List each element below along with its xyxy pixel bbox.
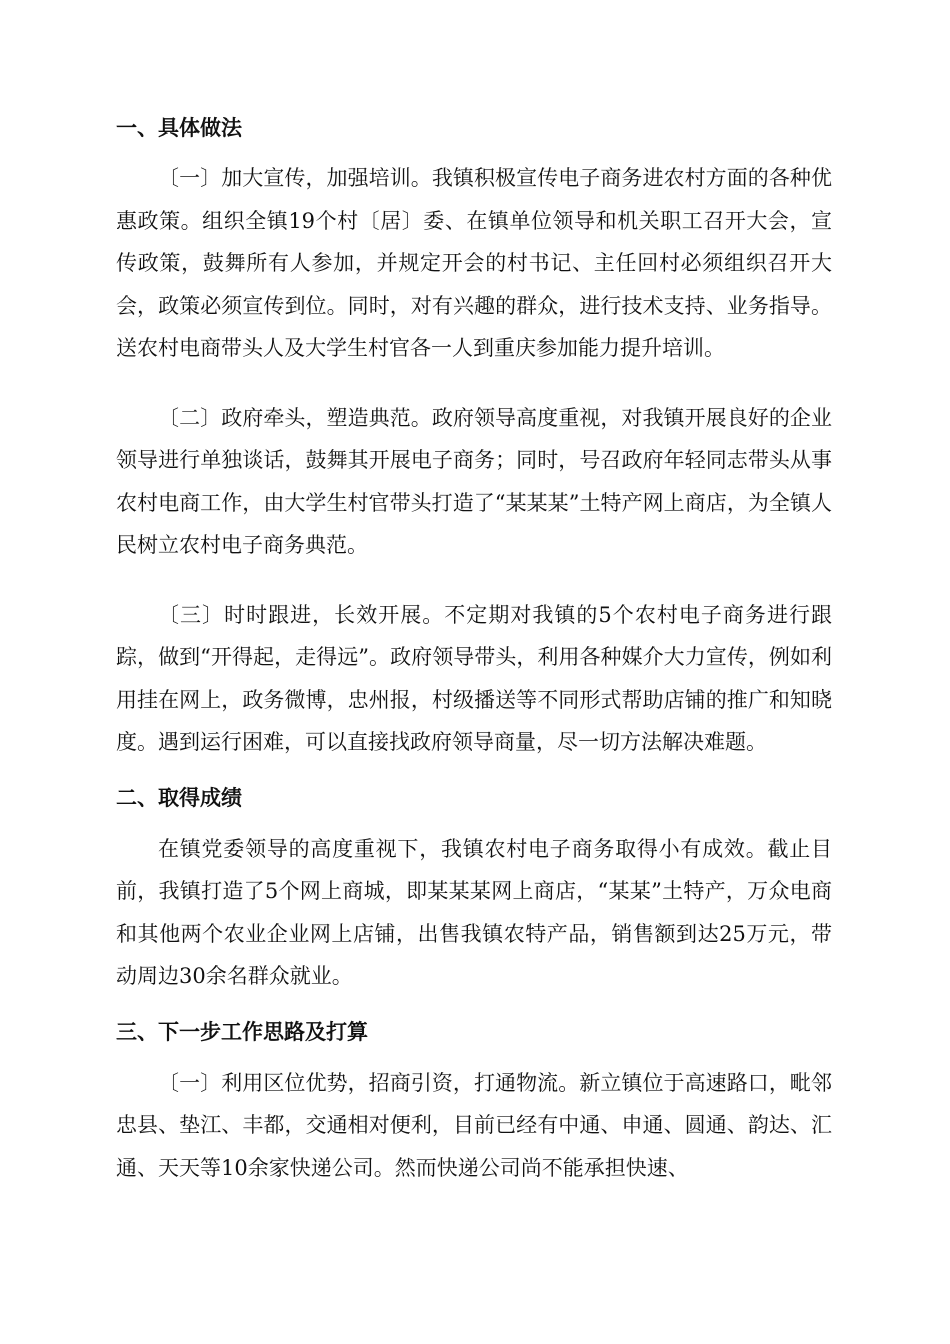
section-heading-2: 二、取得成绩 [116, 785, 242, 810]
section-heading-3: 三、下一步工作思路及打算 [116, 1019, 368, 1044]
paragraph-1-2: 〔二〕政府牵头，塑造典范。政府领导高度重视，对我镇开展良好的企业领导进行单独谈话，鼓舞其开展电子商务；同时，号召政府年轻同志带头从事农村电商工作，由大学生村官带头打造了“某某某”土特产网上商店，为全镇人民树立农村电子商务典范。 [116, 405, 832, 557]
document-page [116, 108, 832, 1189]
section-heading-1: 一、具体做法 [116, 116, 242, 140]
paragraph-1-3: 〔三〕时时跟进，长效开展。不定期对我镇的5个农村电子商务进行跟踪，做到“开得起，走得远”。政府领导带头，利用各种媒介大力宣传，例如利用挂在网上，政务微博，忠州报，村级播送等不同形式帮助店铺的推广和知晓度。遇到运行困难，可以直接找政府领导商量，尽一切方法解决难题。 [116, 602, 832, 754]
paragraph-3-1: 〔一〕利用区位优势，招商引资，打通物流。新立镇位于高速路口，毗邻忠县、垫江、丰都，交通相对便利，目前已经有中通、申通、圆通、韵达、汇通、天天等10余家快递公司。然而快递公司尚不能承担快速、 [116, 1070, 832, 1180]
paragraph-1-1: 〔一〕加大宣传，加强培训。我镇积极宣传电子商务进农村方面的各种优惠政策。组织全镇19个村〔居〕委、在镇单位领导和机关职工召开大会，宣传政策，鼓舞所有人参加，并规定开会的村书记、主任回村必须组织召开大会，政策必须宣传到位。同时，对有兴趣的群众，进行技术支持、业务指导。送农村电商带头人及大学生村官各一人到重庆参加能力提升培训。 [116, 166, 832, 360]
paragraph-2-1: 在镇党委领导的高度重视下，我镇农村电子商务取得小有成效。截止目前，我镇打造了5个网上商城，即某某某网上商店，“某某”土特产，万众电商和其他两个农业企业网上店铺，出售我镇农特产品，销售额到达25万元，带动周边30余名群众就业。 [116, 836, 832, 988]
